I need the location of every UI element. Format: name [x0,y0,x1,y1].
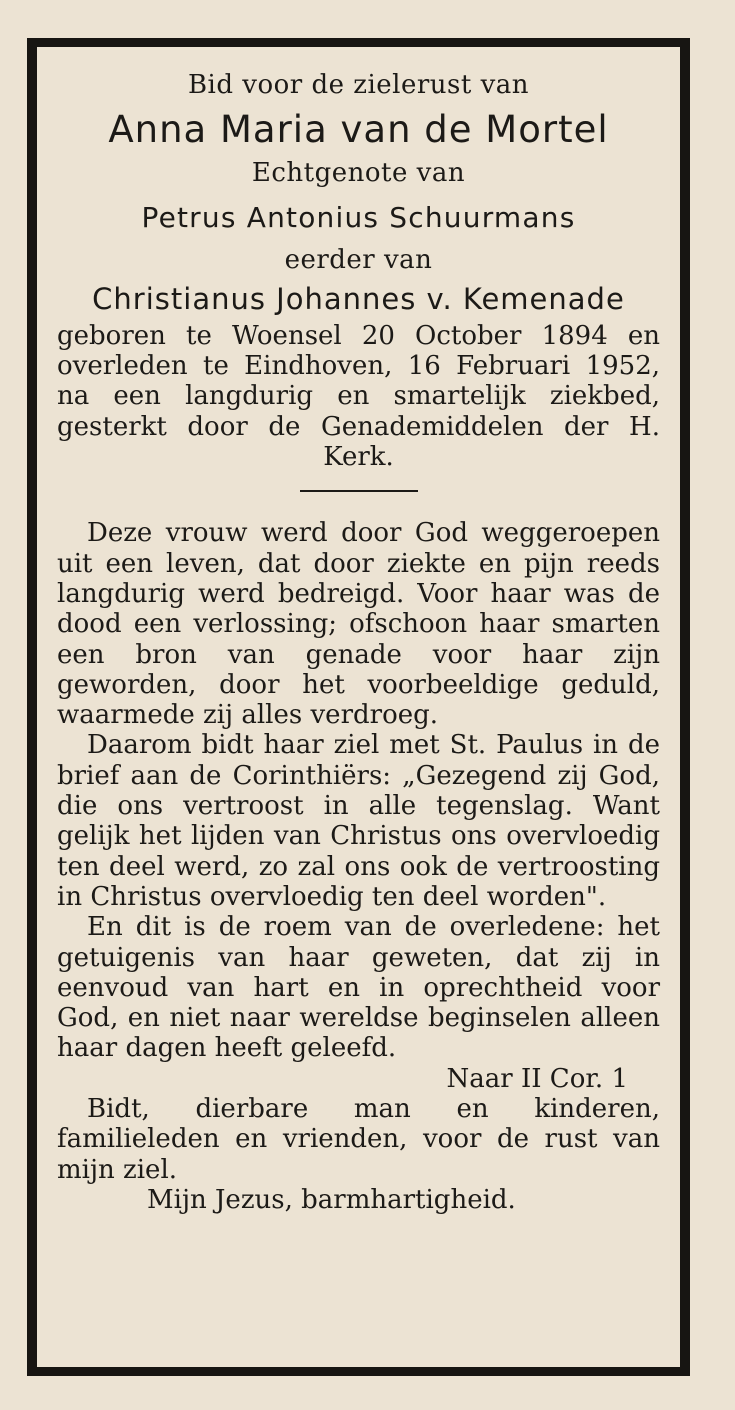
border-left [27,38,37,1376]
spouse-name: Petrus Antonius Schuurmans [141,200,576,234]
spouse-label: Echtgenote van [251,158,466,189]
scripture-reference: Naar II Cor. 1 [446,1063,628,1094]
previous-spouse-name: Christianus Johannes v. Kemenade [92,281,625,316]
deceased-name: Anna Maria van de Mortel [108,108,609,152]
previous-label: eerder van [284,244,433,275]
paragraph-4: Bidt, dierbare man en kinderen, familieleden en vrienden, voor de rust van mijn ziel. [57,1094,660,1185]
border-top [27,38,690,47]
closing-prayer: Mijn Jezus, barmhartigheid. [147,1184,516,1215]
border-right [680,38,690,1376]
border-bottom [27,1367,690,1376]
divider-line [300,490,418,492]
paragraph-2: Daarom bidt haar ziel met St. Paulus in de brief aan de Corinthiërs: „Gezegend zij God, die ons vertroost in alle tegenslag. Want gelijk het lijden van Christus ons overvloedig ten deel werd, zo zal ons ook de vertroosting in Christus overvloedig ten deel worden". [57,730,660,912]
paragraph-3: En dit is de roem van de overledene: het getuigenis van haar geweten, dat zij in eenvoud van hart en in oprechtheid voor God, en niet naar wereldse beginselen alleen haar dagen heeft geleefd. [57,912,660,1064]
card-content [57,70,660,1215]
paragraph-1: Deze vrouw werd door God weggeroepen uit een leven, dat door ziekte en pijn reeds langdurig werd bedreigd. Voor haar was de dood een verlossing; ofschoon haar smarten een bron van genade voor haar zijn geworden, door het voorbeeldige geduld, waarmede zij alles verdroeg. [57,518,660,731]
birth-death-text: geboren te Woensel 20 October 1894 en overleden te Eindhoven, 16 Februari 1952, na een langdurig en smartelijk ziekbed, gesterkt door de Genademiddelen der H. Kerk. [57,320,660,473]
intro-line: Bid voor de zielerust van [187,70,530,100]
